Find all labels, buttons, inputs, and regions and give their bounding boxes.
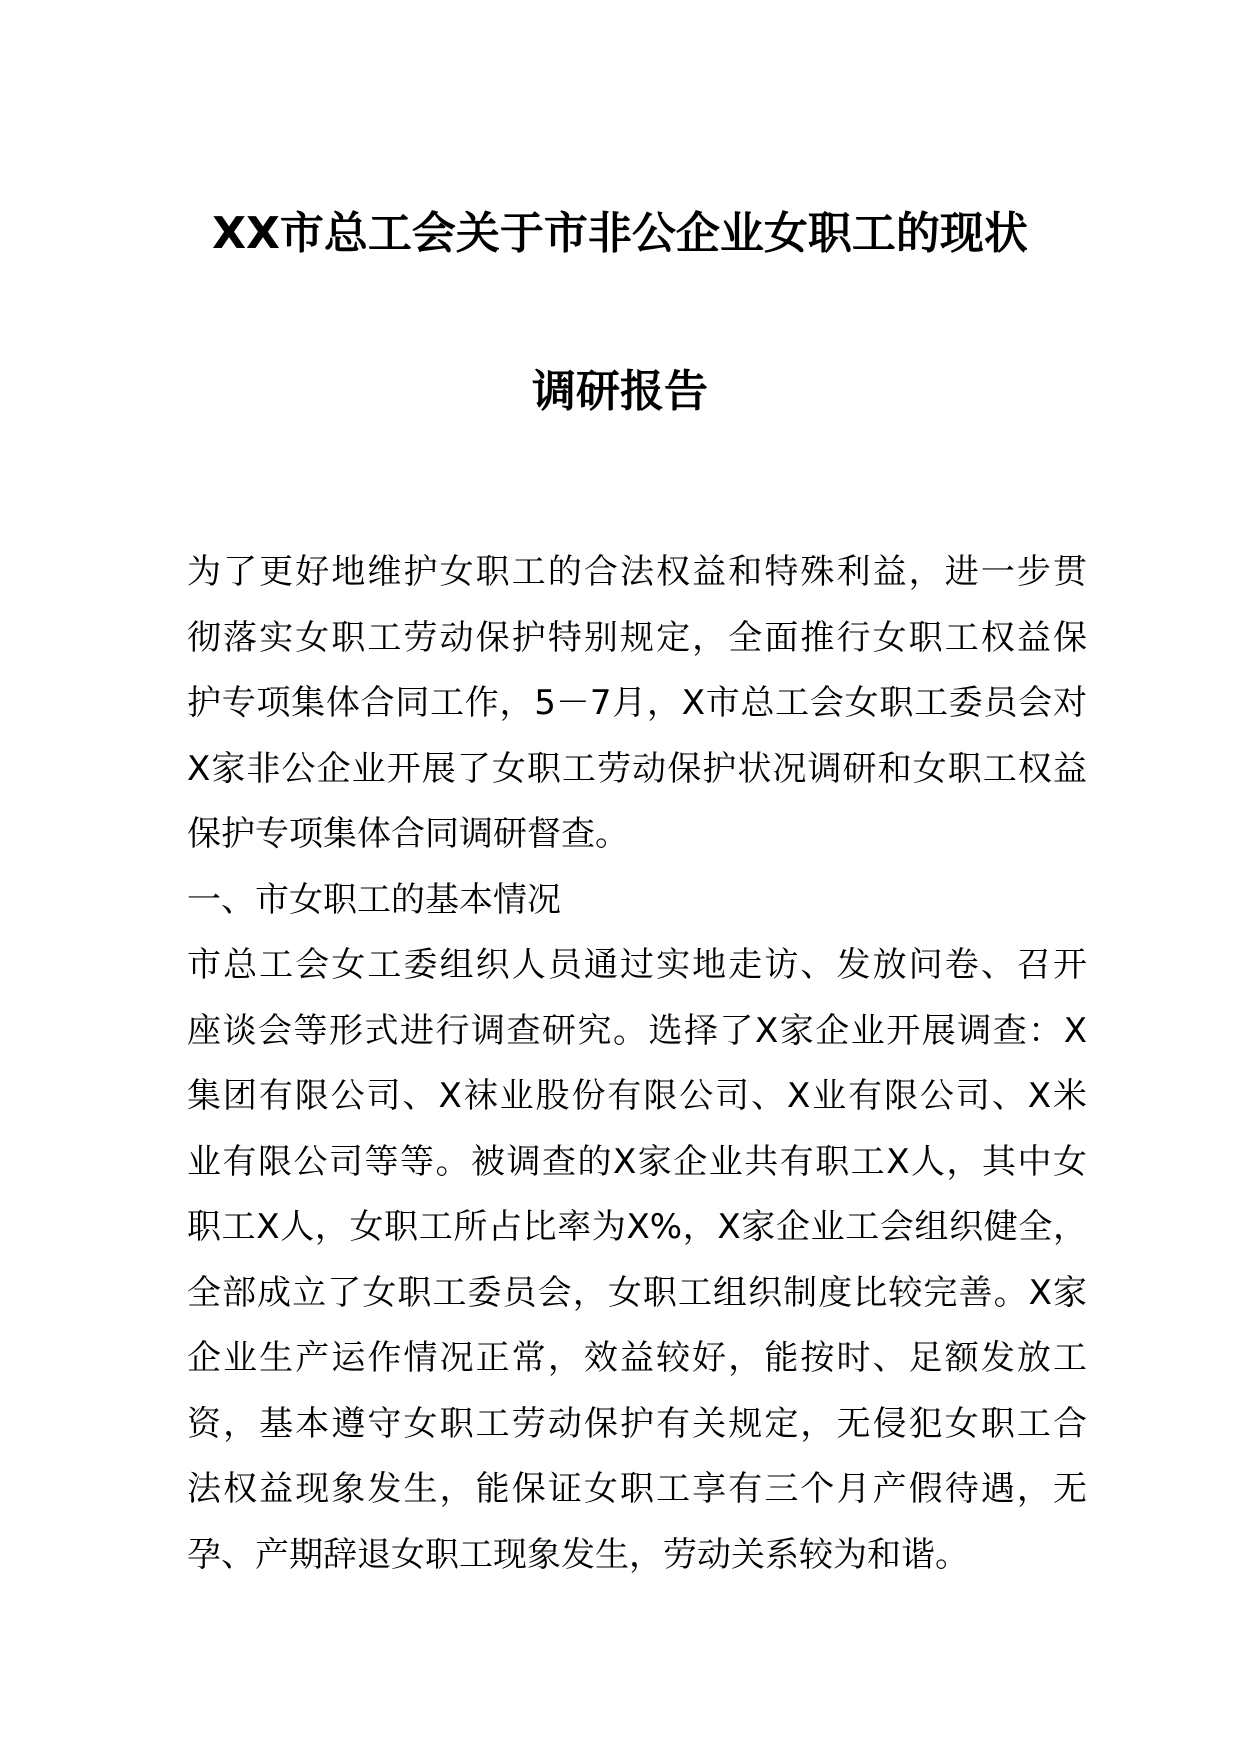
body-line: 全部成立了女职工委员会，女职工组织制度比较完善。X家 bbox=[187, 1272, 1087, 1313]
section-heading: 一、市女职工的基本情况 bbox=[187, 879, 561, 920]
document-title-line-1: XX市总工会关于市非公企业女职工的现状 bbox=[212, 208, 1028, 259]
body-line: 集团有限公司、X袜业股份有限公司、X业有限公司、X米 bbox=[187, 1076, 1087, 1116]
body-line: 为了更好地维护女职工的合法权益和特殊利益，进一步贯 bbox=[187, 552, 1087, 592]
body-line: 企业生产运作情况正常，效益较好，能按时、足额发放工 bbox=[187, 1338, 1087, 1378]
document-title-line-2: 调研报告 bbox=[532, 366, 708, 417]
body-line: 职工X人，女职工所占比率为X%，X家企业工会组织健全， bbox=[187, 1207, 1087, 1247]
body-line: 护专项集体合同工作，5－7月，X市总工会女职工委员会对 bbox=[187, 683, 1087, 723]
body-line: 彻落实女职工劳动保护特别规定，全面推行女职工权益保 bbox=[187, 617, 1087, 658]
body-line: 保护专项集体合同调研督查。 bbox=[187, 814, 629, 854]
document-body bbox=[187, 540, 1087, 1588]
body-line: 座谈会等形式进行调查研究。选择了X家企业开展调查：X bbox=[187, 1010, 1087, 1051]
body-line: 资，基本遵守女职工劳动保护有关规定，无侵犯女职工合 bbox=[187, 1403, 1087, 1444]
body-line: 市总工会女工委组织人员通过实地走访、发放问卷、召开 bbox=[187, 945, 1087, 985]
body-line: X家非公企业开展了女职工劳动保护状况调研和女职工权益 bbox=[187, 748, 1087, 789]
body-line: 孕、产期辞退女职工现象发生，劳动关系较为和谐。 bbox=[187, 1534, 969, 1575]
body-line: 法权益现象发生，能保证女职工享有三个月产假待遇，无 bbox=[187, 1469, 1087, 1509]
body-line: 业有限公司等等。被调查的X家企业共有职工X人，其中女 bbox=[187, 1141, 1087, 1182]
